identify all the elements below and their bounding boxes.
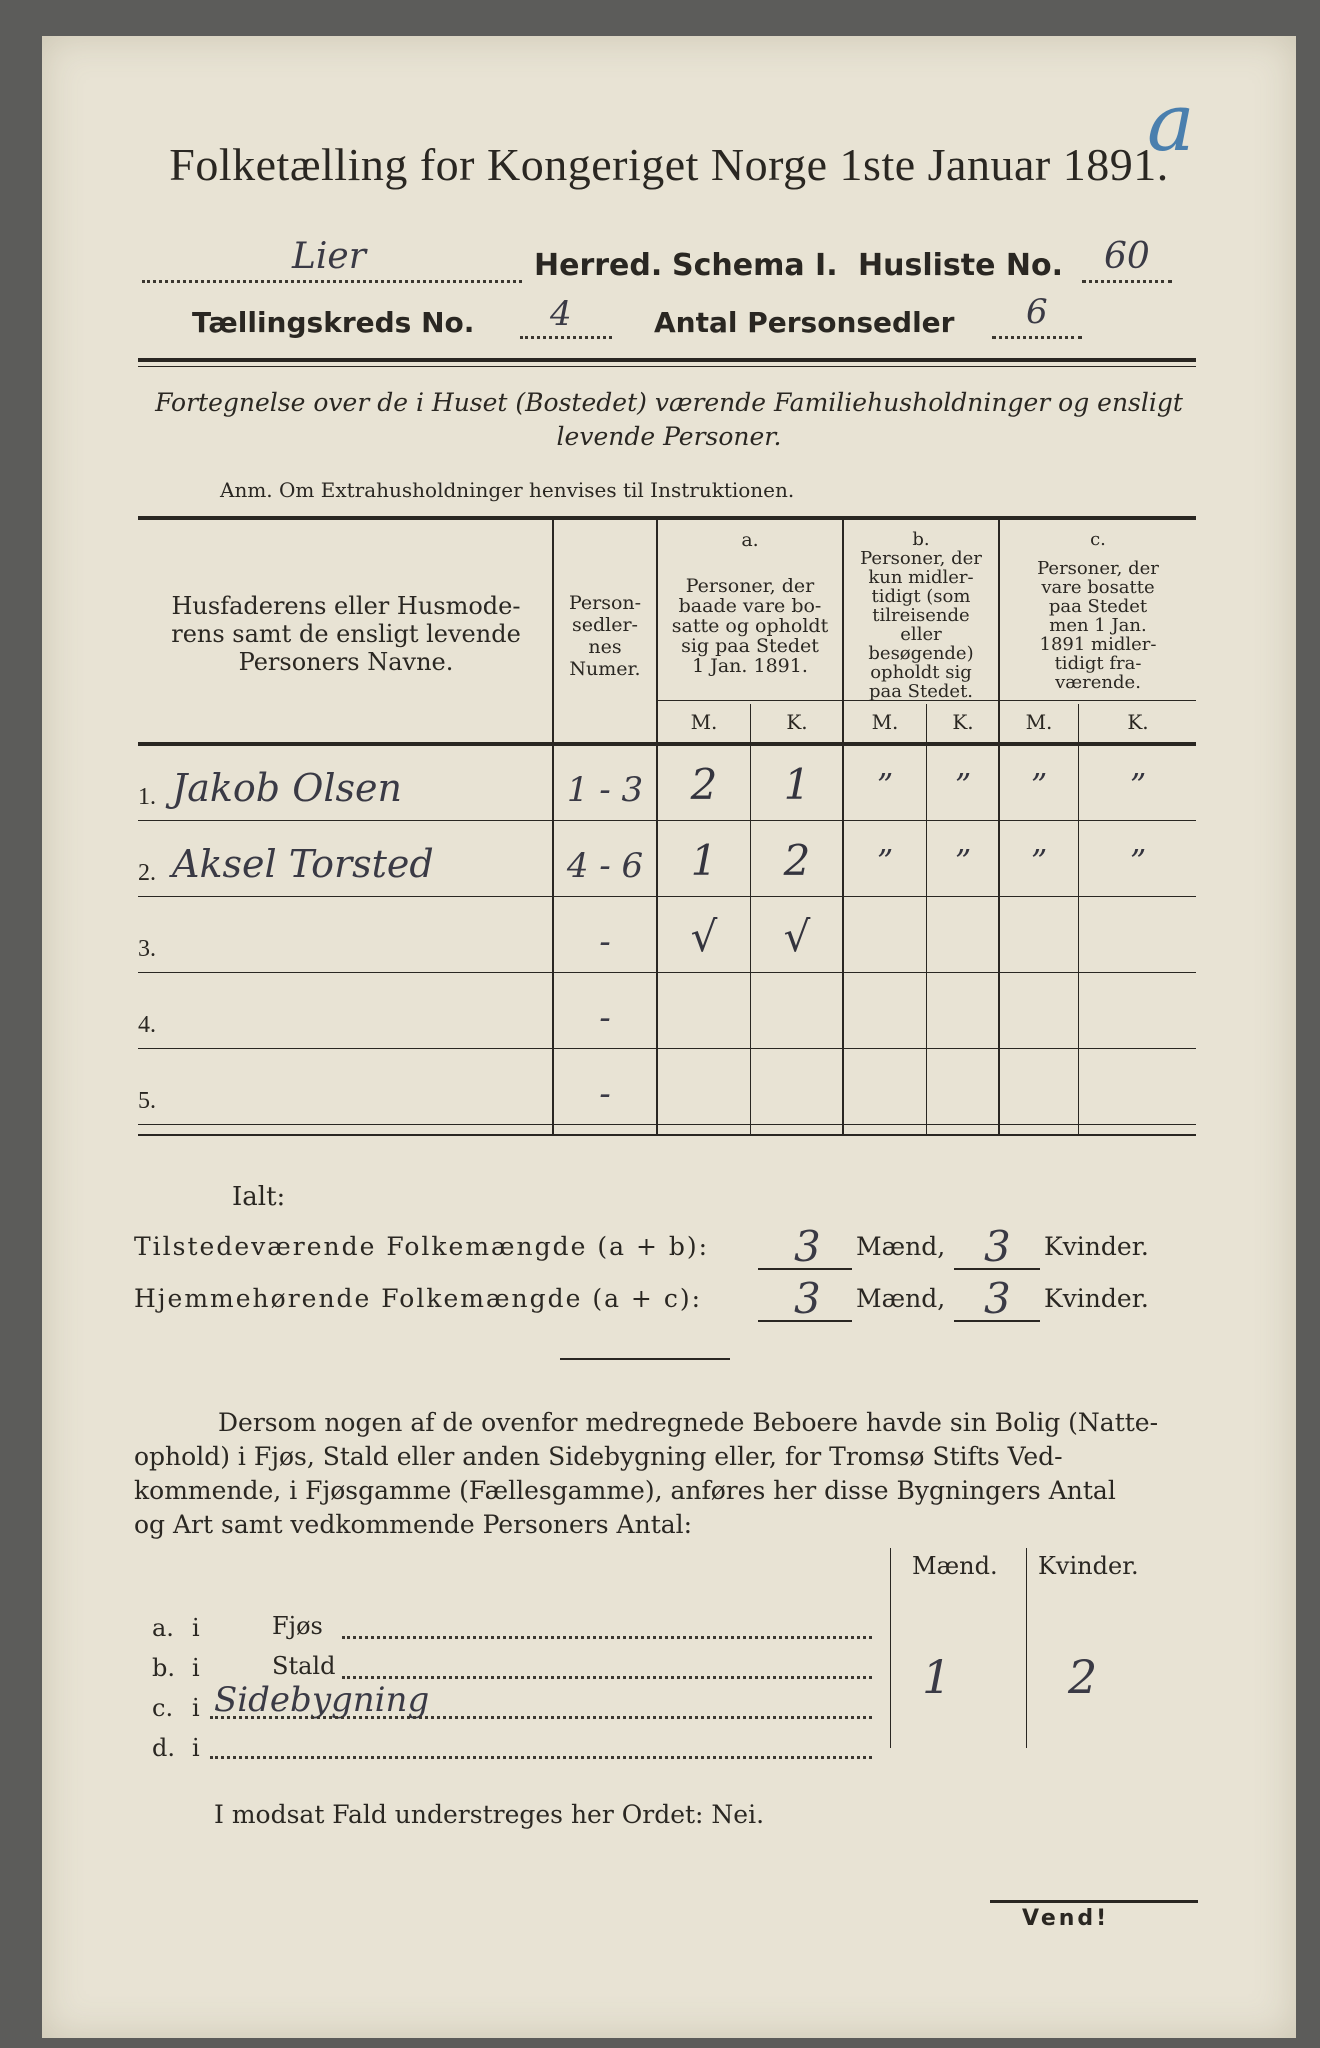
row-number: 5.	[138, 1088, 156, 1114]
total-line-1-maend: Mænd,	[856, 1232, 946, 1261]
buildings-maend-value: 1	[922, 1650, 952, 1704]
col-c-header	[1000, 530, 1196, 692]
building-letter: a.	[152, 1614, 174, 1642]
total-line-2-m-field	[758, 1274, 852, 1323]
total-line-2-k-field	[954, 1274, 1040, 1323]
col-b-header-line: kun midler-	[868, 567, 974, 588]
col-b-m-label: M.	[871, 710, 899, 734]
total-line-2-kvinder: Kvinder.	[1044, 1284, 1149, 1313]
row-b-m: ”	[876, 842, 894, 880]
total-line-2-k-value: 3	[984, 1274, 1011, 1323]
anm-note: Anm. Om Extrahusholdninger henvises til Instruktionen.	[220, 478, 795, 502]
col-num-header-line: sedler-	[572, 614, 638, 636]
col-c-header-line: vare bosatte	[1041, 577, 1155, 598]
row-c-k: ”	[1129, 766, 1147, 804]
herred-field	[142, 236, 522, 283]
nei-line: I modsat Fald understreges her Ordet: Nei.	[214, 1800, 765, 1829]
table-row-rule	[138, 820, 1196, 821]
building-dotted-line	[210, 1716, 872, 1719]
total-line-2-label: Hjemmehørende Folkemængde (a + c):	[134, 1284, 702, 1313]
building-i: i	[192, 1654, 200, 1682]
col-c-k-label: K.	[1127, 710, 1149, 734]
col-name-header-line: Husfaderens eller Husmode-	[171, 592, 521, 620]
total-line-2-maend: Mænd,	[856, 1284, 946, 1313]
antal-value: 6	[1026, 292, 1048, 332]
table-top-rule	[138, 516, 1196, 520]
row-a-m: √	[690, 912, 718, 961]
row-b-k: ”	[954, 766, 972, 804]
row-person-numbers: -	[599, 1074, 611, 1114]
building-label: Fjøs	[272, 1612, 323, 1640]
section-divider	[560, 1358, 730, 1360]
col-a-header	[658, 530, 842, 676]
row-number: 1.	[138, 784, 156, 810]
intro-line-1: Fortegnelse over de i Huset (Bostedet) værende Familiehusholdninger og ensligt	[155, 388, 1183, 417]
header-rule	[138, 358, 1196, 362]
paragraph-line: og Art samt vedkommende Personers Antal:	[134, 1510, 693, 1539]
row-c-m: ”	[1030, 766, 1048, 804]
building-dotted-line	[210, 1756, 872, 1759]
vend-label: Vend!	[1022, 1906, 1110, 1931]
row-person-numbers: -	[599, 922, 611, 962]
total-line-1-k-field	[954, 1222, 1040, 1271]
col-rule-b-split	[926, 704, 927, 1134]
buildings-col-rule-2	[1026, 1548, 1027, 1748]
col-c-header-line: tidigt fra-	[1054, 653, 1142, 674]
col-b-k-label: K.	[952, 710, 974, 734]
ialt-label: Ialt:	[232, 1182, 286, 1212]
col-c-header-line: paa Stedet	[1048, 596, 1148, 617]
paragraph-line: ophold) i Fjøs, Stald eller anden Sidebygning eller, for Tromsø Stifts Ved-	[134, 1442, 1063, 1471]
row-number: 2.	[138, 860, 156, 886]
building-letter: c.	[152, 1694, 174, 1722]
col-c-header-line: Personer, der	[1037, 558, 1159, 579]
col-b-letter: b.	[912, 529, 930, 550]
row-person-numbers: 1 - 3	[566, 770, 644, 810]
row-person-numbers: 4 - 6	[566, 846, 644, 886]
col-a-header-line: Personer, der	[685, 575, 815, 597]
col-name-header	[142, 592, 550, 676]
buildings-kvinder-value: 2	[1068, 1650, 1098, 1704]
husliste-value: 60	[1104, 236, 1150, 277]
col-b-header-line: tilreisende	[872, 605, 970, 626]
herred-label: Herred.	[534, 248, 663, 283]
row-c-m: ”	[1030, 842, 1048, 880]
paragraph-line: Dersom nogen af de ovenfor medregnede Beboere havde sin Bolig (Natte-	[218, 1408, 1159, 1437]
row-c-k: ”	[1129, 842, 1147, 880]
col-name-header-line: rens samt de ensligt levende	[171, 620, 521, 648]
col-num-header-line: Numer.	[569, 658, 641, 680]
col-num-header	[554, 592, 656, 680]
col-b-header	[844, 530, 998, 701]
col-c-m-label: M.	[1025, 710, 1053, 734]
col-name-header-line: Personers Navne.	[238, 648, 454, 676]
col-a-header-line: baade vare bo-	[678, 595, 822, 617]
row-b-m: ”	[876, 766, 894, 804]
col-b-header-line: opholdt sig	[870, 662, 972, 683]
total-line-1-k-value: 3	[984, 1222, 1011, 1271]
building-dotted-line	[342, 1676, 872, 1679]
row-person-numbers: -	[599, 998, 611, 1038]
col-c-header-line: men 1 Jan.	[1049, 615, 1147, 636]
building-i: i	[192, 1694, 200, 1722]
col-num-header-line: Person-	[568, 592, 642, 614]
sidebygning-paragraph	[134, 1406, 1200, 1542]
corner-pencil-mark: a	[1147, 76, 1195, 169]
total-line-2-m-value: 3	[794, 1274, 821, 1323]
table-bottom-rule	[138, 1134, 1196, 1136]
form-title: Folketælling for Kongeriget Norge 1ste Januar 1891.	[169, 139, 1169, 190]
row-a-k: 1	[783, 760, 811, 809]
col-a-header-line: satte og opholdt	[671, 615, 829, 637]
vend-rule	[990, 1900, 1198, 1903]
total-line-1-m-field	[758, 1222, 852, 1271]
col-rule-a-split	[750, 704, 751, 1134]
col-a-m-label: M.	[690, 710, 718, 734]
col-rule-c-split	[1078, 704, 1079, 1134]
row-b-k: ”	[954, 842, 972, 880]
buildings-kvinder-header: Kvinder.	[1038, 1552, 1139, 1580]
col-c-header-line: værende.	[1055, 672, 1141, 693]
husliste-label: Husliste No.	[858, 248, 1063, 283]
col-a-header-line: 1 Jan. 1891.	[692, 655, 808, 677]
col-a-k-label: K.	[786, 710, 808, 734]
header-rule-thin	[138, 366, 1196, 367]
building-letter: d.	[152, 1734, 175, 1762]
total-line-1-m-value: 3	[794, 1222, 821, 1271]
row-a-m: 1	[690, 836, 718, 885]
row-a-m: 2	[690, 760, 718, 809]
kreds-field	[520, 294, 612, 339]
building-hand: Sidebygning	[214, 1680, 430, 1720]
row-number: 3.	[138, 936, 156, 962]
row-a-k: √	[783, 912, 811, 961]
paragraph-line: kommende, i Fjøsgamme (Fællesgamme), anføres her disse Bygningers Antal	[134, 1476, 1116, 1505]
antal-field	[992, 292, 1082, 339]
col-b-header-line: Personer, der	[860, 548, 982, 569]
col-c-letter: c.	[1090, 529, 1106, 550]
kreds-value: 4	[550, 294, 572, 334]
building-dotted-line	[342, 1636, 872, 1639]
col-a-letter: a.	[741, 529, 759, 551]
row-name: Jakob Olsen	[172, 766, 402, 810]
row-a-k: 2	[783, 836, 811, 885]
total-line-1-kvinder: Kvinder.	[1044, 1232, 1149, 1261]
table-row-rule	[138, 896, 1196, 897]
col-c-header-line: 1891 midler-	[1039, 634, 1157, 655]
col-a-header-line: sig paa Stedet	[681, 635, 819, 657]
col-b-header-line: besøgende)	[868, 643, 974, 664]
antal-label: Antal Personsedler	[654, 306, 955, 339]
building-label: Stald	[272, 1652, 336, 1680]
col-num-header-line: nes	[588, 636, 622, 658]
col-b-header-line: eller	[900, 624, 942, 645]
herred-value: Lier	[292, 236, 366, 277]
table-row-rule	[138, 972, 1196, 973]
table-row-rule	[138, 1124, 1196, 1125]
total-line-1-label: Tilstedeværende Folkemængde (a + b):	[134, 1232, 710, 1261]
building-letter: b.	[152, 1654, 175, 1682]
buildings-maend-header: Mænd.	[912, 1552, 998, 1580]
building-i: i	[192, 1734, 200, 1762]
husliste-field	[1082, 236, 1172, 283]
table-row-rule	[138, 1048, 1196, 1049]
schema-label: Schema I.	[672, 248, 838, 283]
building-i: i	[192, 1614, 200, 1642]
intro-line-2: levende Personer.	[556, 422, 782, 451]
table-header-rule	[138, 742, 1196, 746]
col-b-header-line: tidigt (som	[871, 586, 971, 607]
census-form-page	[42, 36, 1296, 2038]
row-name: Aksel Torsted	[172, 842, 434, 886]
kreds-label: Tællingskreds No.	[192, 306, 475, 339]
row-number: 4.	[138, 1012, 156, 1038]
buildings-col-rule-1	[890, 1548, 891, 1748]
col-b-header-line: paa Stedet.	[868, 681, 974, 702]
